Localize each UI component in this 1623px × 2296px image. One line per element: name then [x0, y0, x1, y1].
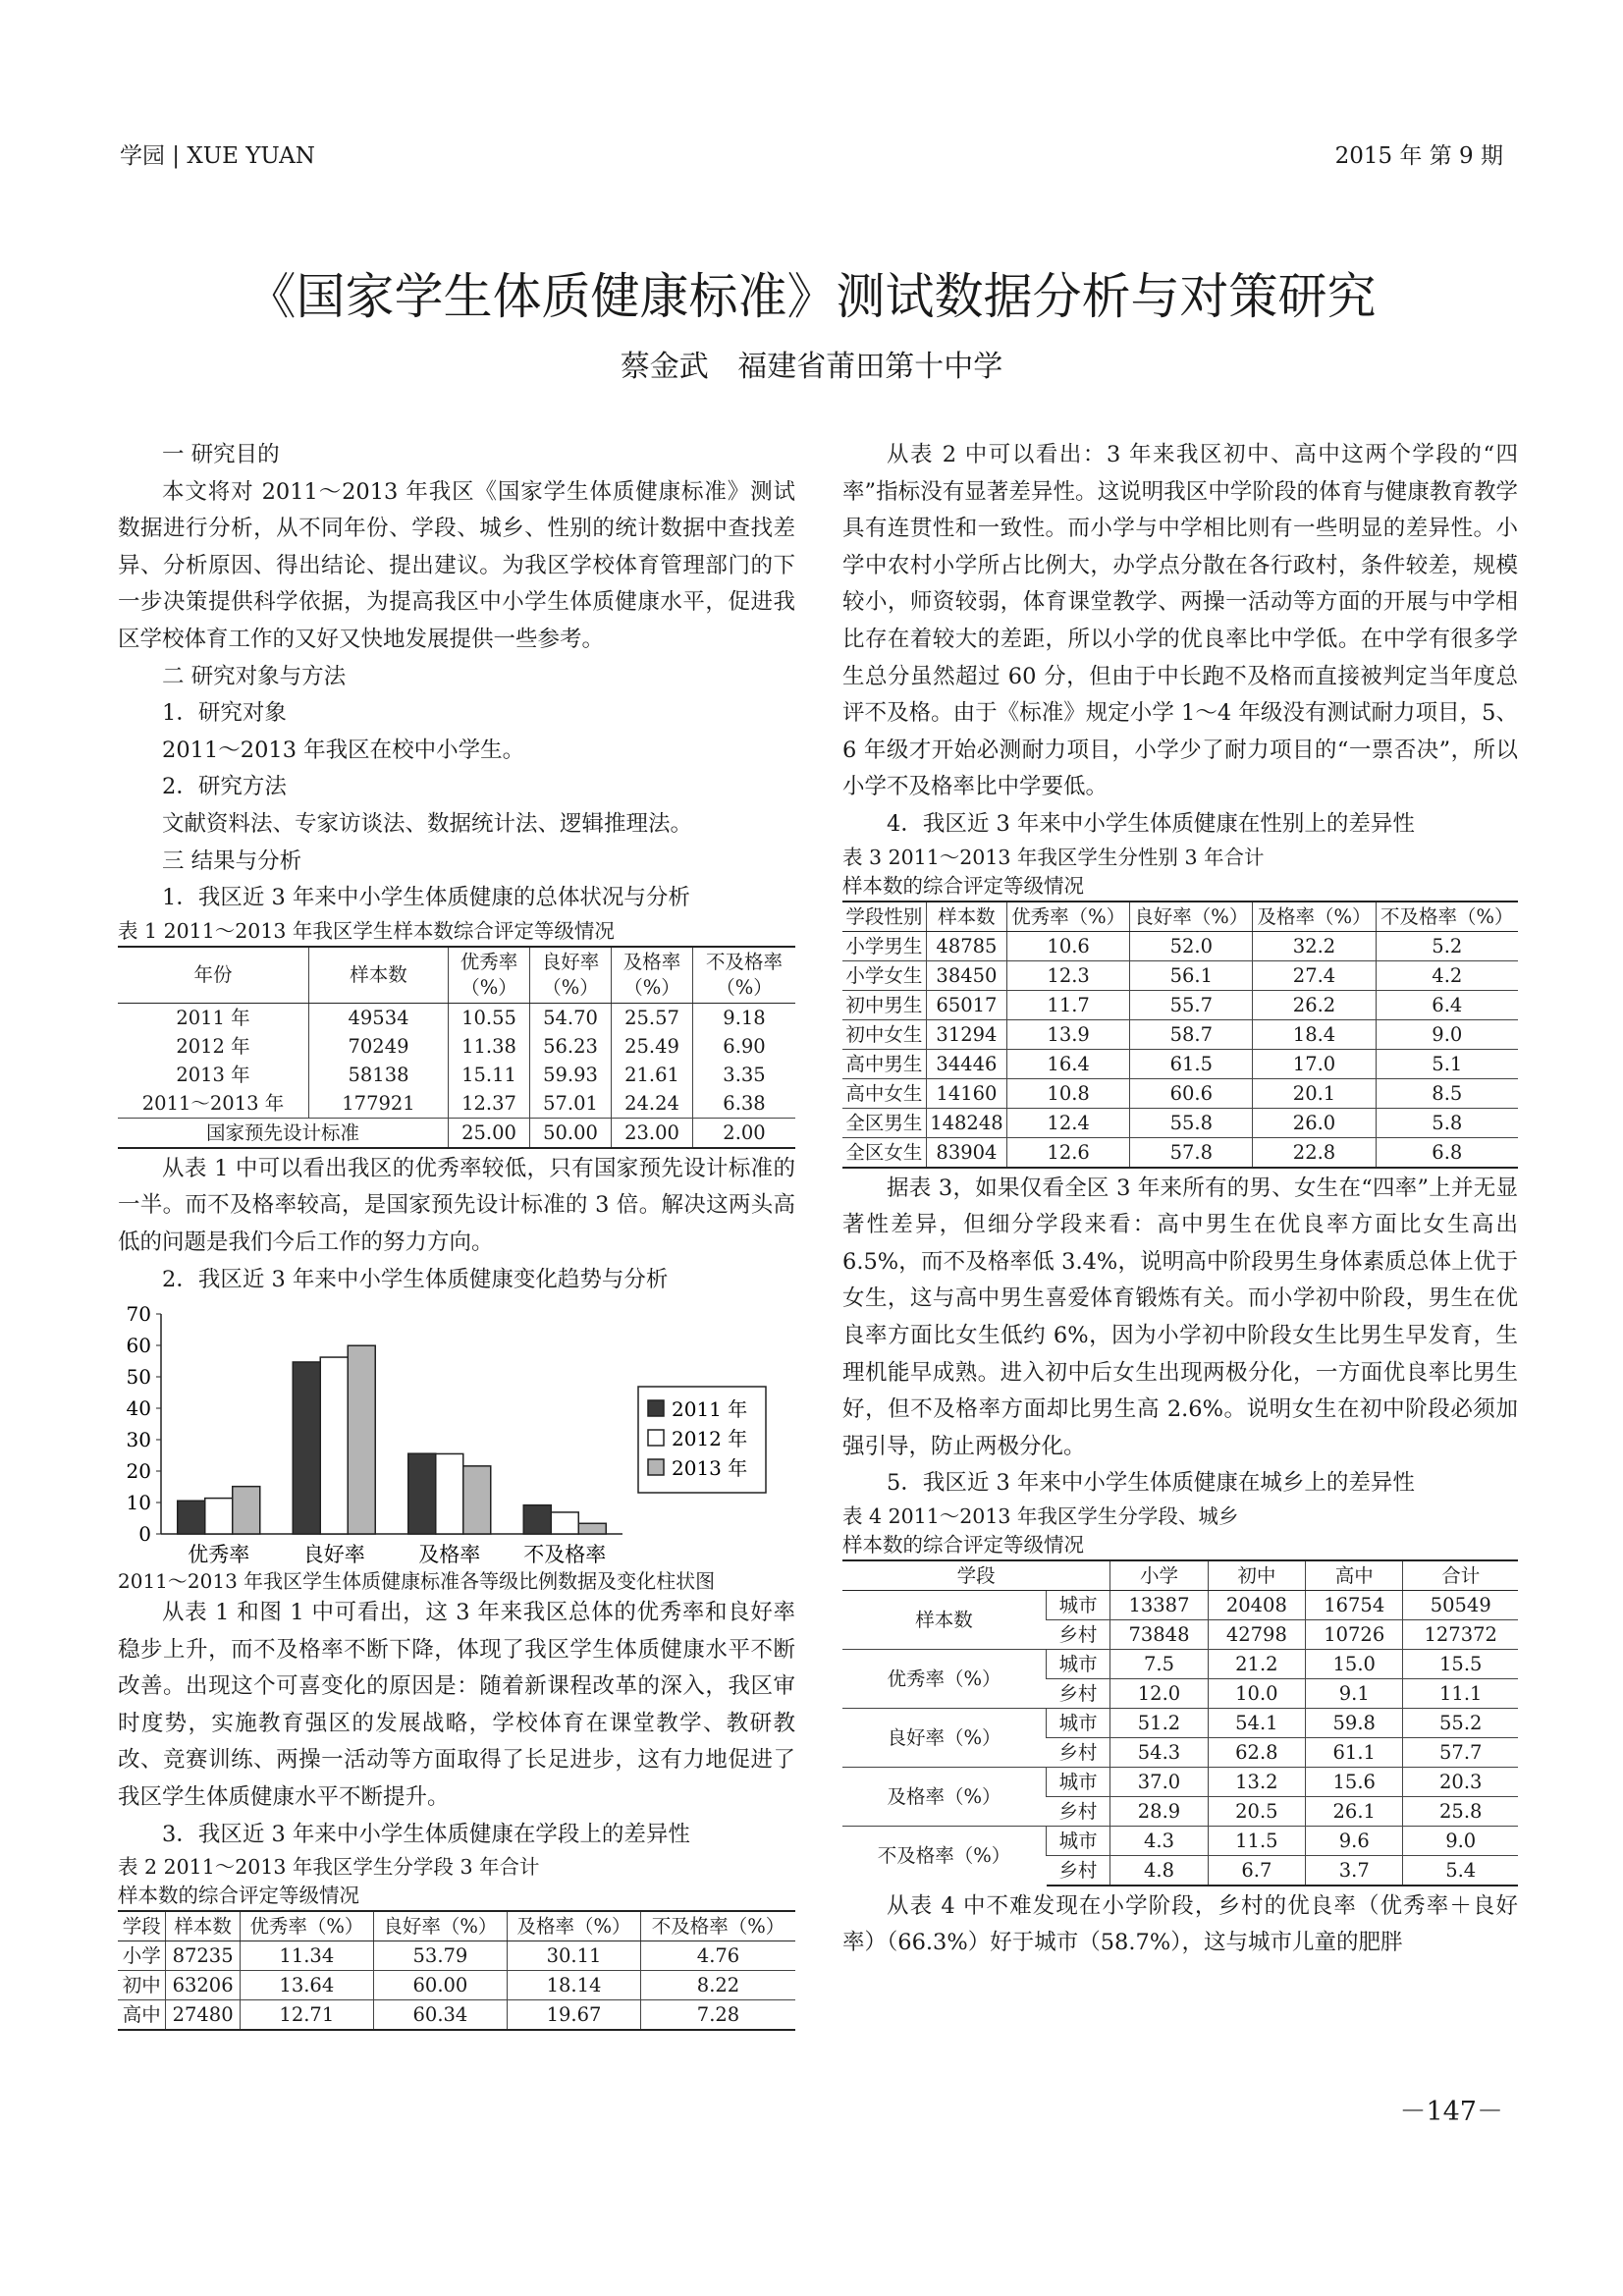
left-column [118, 437, 795, 2033]
subsection-heading: 1．我区近 3 年来中小学生体质健康的总体状况与分析 [162, 885, 690, 911]
table-cell: 25.49 [612, 1032, 693, 1061]
table-cell: 12.0 [1110, 1678, 1208, 1708]
table-cell: 127372 [1403, 1619, 1518, 1649]
paragraph: 2011～2013 年我区在校中小学生。 [162, 737, 525, 763]
table-cell: 57.7 [1403, 1737, 1518, 1767]
table-cell: 22.8 [1253, 1137, 1376, 1168]
table-cell: 54.3 [1110, 1737, 1208, 1767]
table-cell: 31294 [926, 1019, 1006, 1049]
table-cell: 26.0 [1253, 1108, 1376, 1137]
table-cell: 城市 [1047, 1826, 1110, 1855]
legend-label: 2011 年 [672, 1397, 748, 1422]
table-cell: 2012 年 [176, 1034, 250, 1058]
table-cell: 14160 [926, 1078, 1006, 1108]
table-cell: 57.8 [1130, 1137, 1253, 1168]
table-cell: 56.23 [530, 1032, 612, 1061]
page-number: －147－ [1399, 2097, 1503, 2127]
table-caption: 表 2 2011～2013 年我区学生分学段 3 年合计 [118, 1855, 540, 1880]
table-row [842, 1019, 1518, 1049]
bar-0-2 [233, 1487, 260, 1534]
table-cell: 小学 [118, 1941, 166, 1971]
table-header: 不及格率（%） [1376, 902, 1518, 932]
x-tick-label: 不及格率 [523, 1543, 607, 1567]
journal-name: 学园 | XUE YUAN [120, 143, 315, 169]
table-cell: 25.57 [612, 1003, 693, 1032]
table-cell: 23.00 [612, 1118, 693, 1148]
y-tick-label: 70 [126, 1302, 151, 1327]
bar-1-2 [348, 1345, 375, 1534]
y-tick-label: 10 [126, 1491, 151, 1515]
table-cell: 城市 [1047, 1767, 1110, 1796]
table-cell: 10.6 [1007, 931, 1130, 960]
bar-2-0 [408, 1453, 436, 1534]
bar-0-1 [205, 1499, 233, 1534]
table-cell: 15.5 [1403, 1649, 1518, 1678]
x-tick-label: 及格率 [418, 1543, 481, 1567]
table-cell: 5.1 [1376, 1049, 1518, 1078]
table-cell: 乡村 [1047, 1796, 1110, 1826]
table-cell: 高中男生 [842, 1049, 926, 1078]
table-cell: 25.00 [449, 1118, 530, 1148]
table-header: 优秀率（%） [449, 947, 530, 1004]
table-header: 合计 [1403, 1560, 1518, 1591]
table-row [118, 1941, 795, 1971]
table-row [842, 1590, 1518, 1619]
table-cell: 32.2 [1253, 931, 1376, 960]
table-cell: 83904 [926, 1137, 1006, 1168]
paragraph: 本文将对 2011～2013 年我区《国家学生体质健康标准》测试数据进行分析，从不同年份、学段、城乡、性别的统计数据中查找差异、分析原因、得出结论、提出建议。为我区学校体育管理部门的下一步决策提供科学依据，为提高我区中小学生体质健康水平，促进我区学校体育工作的又好又快地发展提供一些参考。 [118, 478, 795, 652]
table-cell: 9.0 [1403, 1826, 1518, 1855]
table-cell: 乡村 [1047, 1855, 1110, 1886]
table-cell: 5.2 [1376, 931, 1518, 960]
table-row [842, 1767, 1518, 1796]
table-cell: 国家预先设计标准 [118, 1118, 449, 1148]
table-caption: 表 3 2011～2013 年我区学生分性别 3 年合计 [842, 845, 1265, 869]
table-header: 初中 [1208, 1560, 1305, 1591]
table-cell: 全区男生 [842, 1108, 926, 1137]
table-cell: 7.5 [1110, 1649, 1208, 1678]
table-cell: 42798 [1208, 1619, 1305, 1649]
legend-swatch [648, 1400, 664, 1416]
table-cell: 9.0 [1376, 1019, 1518, 1049]
table-row [842, 1108, 1518, 1137]
row-group-label: 优秀率（%） [842, 1649, 1047, 1708]
table-header: 优秀率（%） [240, 1911, 373, 1941]
table-cell: 60.00 [373, 1971, 507, 2000]
table-header: 不及格率（%） [693, 947, 796, 1004]
bar-chart [118, 1300, 795, 1567]
table-2 [118, 1910, 795, 2031]
table-cell: 高中 [118, 2000, 166, 2031]
bar-0-0 [178, 1501, 205, 1534]
table-cell: 50.00 [530, 1118, 612, 1148]
table-cell: 4.76 [641, 1941, 795, 1971]
table-cell: 26.1 [1306, 1796, 1403, 1826]
table-cell: 50549 [1403, 1590, 1518, 1619]
section-heading: 三 结果与分析 [162, 847, 302, 874]
table-cell: 3.35 [693, 1061, 796, 1089]
table-cell: 9.6 [1306, 1826, 1403, 1855]
figure-caption: 2011～2013 年我区学生体质健康标准各等级比例数据及变化柱状图 [118, 1569, 716, 1594]
table-cell: 10.8 [1007, 1078, 1130, 1108]
table-cell: 11.7 [1007, 990, 1130, 1019]
table-row [118, 2000, 795, 2031]
table-row [842, 1078, 1518, 1108]
table-cell: 25.8 [1403, 1796, 1518, 1826]
table-row [842, 960, 1518, 990]
x-tick-label: 优秀率 [188, 1543, 250, 1567]
table-cell: 60.34 [373, 2000, 507, 2031]
table-cell: 2011～2013 年 [141, 1091, 285, 1115]
table-header: 样本数 [166, 1911, 240, 1941]
table-header: 不及格率（%） [641, 1911, 795, 1941]
table-row [842, 1649, 1518, 1678]
table-cell: 63206 [166, 1971, 240, 2000]
table-cell: 乡村 [1047, 1678, 1110, 1708]
table-row [842, 1826, 1518, 1855]
table-cell: 20408 [1208, 1590, 1305, 1619]
y-tick-label: 0 [138, 1522, 151, 1547]
table-header: 优秀率（%） [1007, 902, 1130, 932]
table-caption: 样本数的综合评定等级情况 [118, 1884, 359, 1908]
table-cell: 12.37 [449, 1089, 530, 1119]
table-cell: 10.0 [1208, 1678, 1305, 1708]
table-3 [842, 901, 1518, 1169]
table-cell: 19.67 [507, 2000, 640, 2031]
table-4 [842, 1559, 1518, 1886]
table-cell: 12.6 [1007, 1137, 1130, 1168]
table-header: 良好率（%） [373, 1911, 507, 1941]
table-cell: 60.6 [1130, 1078, 1253, 1108]
author-byline: 蔡金武 福建省莆田第十中学 [620, 350, 1003, 384]
table-cell: 54.1 [1208, 1708, 1305, 1737]
table-cell: 37.0 [1110, 1767, 1208, 1796]
table-cell: 9.18 [693, 1003, 796, 1032]
table-cell: 11.5 [1208, 1826, 1305, 1855]
subsection-heading: 2．研究方法 [162, 774, 287, 800]
table-cell: 17.0 [1253, 1049, 1376, 1078]
table-cell: 18.4 [1253, 1019, 1376, 1049]
table-row [118, 1118, 795, 1148]
table-cell: 148248 [926, 1108, 1006, 1137]
table-cell: 48785 [926, 931, 1006, 960]
row-group-label: 良好率（%） [842, 1708, 1047, 1767]
table-row [118, 1032, 795, 1061]
y-tick-label: 40 [126, 1396, 151, 1421]
table-cell: 26.2 [1253, 990, 1376, 1019]
y-tick-label: 30 [126, 1428, 151, 1452]
bar-chart-svg [118, 1300, 795, 1567]
table-cell: 73848 [1110, 1619, 1208, 1649]
table-cell: 5.8 [1376, 1108, 1518, 1137]
table-cell: 20.3 [1403, 1767, 1518, 1796]
table-cell: 12.71 [240, 2000, 373, 2031]
paragraph: 从表 4 中不难发现在小学阶段，乡村的优良率（优秀率＋良好率）（66.3%）好于城市（58.7%），这与城市儿童的肥胖 [842, 1892, 1518, 1956]
table-cell: 27.4 [1253, 960, 1376, 990]
table-cell: 16754 [1306, 1590, 1403, 1619]
right-column [842, 437, 1518, 1962]
table-cell: 58.7 [1130, 1019, 1253, 1049]
table-cell: 10726 [1306, 1619, 1403, 1649]
issue-label: 2015 年 第 9 期 [1334, 143, 1503, 169]
table-cell: 18.14 [507, 1971, 640, 2000]
table-cell: 9.1 [1306, 1678, 1403, 1708]
table-cell: 2.00 [693, 1118, 796, 1148]
table-cell: 乡村 [1047, 1619, 1110, 1649]
table-cell: 3.7 [1306, 1855, 1403, 1886]
paragraph: 从表 1 和图 1 中可看出，这 3 年来我区总体的优秀率和良好率稳步上升，而不及格率不断下降，体现了我区学生体质健康水平不断改善。出现这个可喜变化的原因是：随着新课程改革的深入，我区审时度势，实施教育强区的发展战略，学校体育在课堂教学、教研教改、竞赛训练、两操一活动等方面取得了长足进步，这有力地促进了我区学生体质健康水平不断提升。 [118, 1600, 795, 1811]
table-cell: 11.38 [449, 1032, 530, 1061]
table-cell: 59.93 [530, 1061, 612, 1089]
table-cell: 乡村 [1047, 1737, 1110, 1767]
y-tick-label: 60 [126, 1334, 151, 1358]
table-cell: 5.4 [1403, 1855, 1518, 1886]
bar-2-2 [463, 1466, 491, 1534]
table-header: 及格率（%） [507, 1911, 640, 1941]
table-cell: 6.7 [1208, 1855, 1305, 1886]
table-cell: 4.2 [1376, 960, 1518, 990]
table-cell: 20.1 [1253, 1078, 1376, 1108]
table-header: 及格率（%） [1253, 902, 1376, 932]
paragraph: 据表 3，如果仅看全区 3 年来所有的男、女生在“四率”上并无显著性差异，但细分学段来看：高中男生在优良率方面比女生高出 6.5%，而不及格率低 3.4%，说明高中阶段男生身体素质总体上优于女生，这与高中男生喜爱体育锻炼有关。而小学初中阶段，男生在优良率方面比女生低约 6%，因为小学初中阶段女生比男生早发育，生理机能早成熟。进入初中后女生出现两极分化，一方面优良率比男生好，但不及格率方面却比男生高 2.6%。说明女生在初中阶段必须加强引导，防止两极分化。 [842, 1175, 1518, 1459]
table-row [842, 931, 1518, 960]
subsection-heading: 4．我区近 3 年来中小学生体质健康在性别上的差异性 [887, 810, 1415, 837]
table-cell: 52.0 [1130, 931, 1253, 960]
table-cell: 2011 年 [176, 1006, 250, 1029]
table-header: 样本数 [309, 947, 449, 1004]
table-cell: 初中男生 [842, 990, 926, 1019]
subsection-heading: 2．我区近 3 年来中小学生体质健康变化趋势与分析 [162, 1266, 669, 1292]
table-cell: 51.2 [1110, 1708, 1208, 1737]
table-cell: 61.5 [1130, 1049, 1253, 1078]
table-cell: 15.11 [449, 1061, 530, 1089]
table-cell: 58138 [309, 1061, 449, 1089]
table-cell: 49534 [309, 1003, 449, 1032]
table-cell: 53.79 [373, 1941, 507, 1971]
table-1 [118, 946, 795, 1149]
table-row [118, 1089, 795, 1119]
table-cell: 13.64 [240, 1971, 373, 2000]
table-cell: 4.8 [1110, 1855, 1208, 1886]
table-cell: 34446 [926, 1049, 1006, 1078]
table-cell: 13387 [1110, 1590, 1208, 1619]
row-group-label: 不及格率（%） [842, 1826, 1047, 1886]
bar-2-1 [436, 1454, 463, 1535]
table-cell: 38450 [926, 960, 1006, 990]
paragraph: 从表 1 中可以看出我区的优秀率较低，只有国家预先设计标准的一半。而不及格率较高，是国家预先设计标准的 3 倍。解决这两头高低的问题是我们今后工作的努力方向。 [118, 1155, 795, 1255]
table-cell: 28.9 [1110, 1796, 1208, 1826]
row-group-label: 样本数 [842, 1590, 1047, 1649]
table-caption: 样本数的综合评定等级情况 [842, 873, 1084, 898]
table-header: 良好率（%） [1130, 902, 1253, 932]
table-cell: 15.6 [1306, 1767, 1403, 1796]
table-row [118, 1003, 795, 1032]
table-header: 高中 [1306, 1560, 1403, 1591]
table-cell: 177921 [309, 1089, 449, 1119]
table-caption: 表 4 2011～2013 年我区学生分学段、城乡 [842, 1503, 1239, 1528]
table-row [842, 1049, 1518, 1078]
y-tick-label: 20 [126, 1459, 151, 1484]
table-cell: 87235 [166, 1941, 240, 1971]
table-cell: 57.01 [530, 1089, 612, 1119]
table-header: 学段 [842, 1560, 1110, 1591]
table-cell: 21.61 [612, 1061, 693, 1089]
table-header: 小学 [1110, 1560, 1208, 1591]
table-row [118, 1971, 795, 2000]
bar-3-1 [551, 1512, 578, 1534]
table-cell: 6.90 [693, 1032, 796, 1061]
table-cell: 13.9 [1007, 1019, 1130, 1049]
table-cell: 小学女生 [842, 960, 926, 990]
section-heading: 一 研究目的 [162, 442, 280, 467]
table-row [118, 1061, 795, 1089]
paragraph: 文献资料法、专家访谈法、数据统计法、逻辑推理法。 [162, 810, 693, 837]
table-row [842, 990, 1518, 1019]
table-cell: 12.3 [1007, 960, 1130, 990]
table-cell: 4.3 [1110, 1826, 1208, 1855]
table-header: 年份 [118, 947, 309, 1004]
table-cell: 初中女生 [842, 1019, 926, 1049]
paragraph: 从表 2 中可以看出：3 年来我区初中、高中这两个学段的“四率”指标没有显著差异性。这说明我区中学阶段的体育与健康教育教学具有连贯性和一致性。而小学与中学相比则有一些明显的差异性。小学中农村小学所占比例大，办学点分散在各行政村，条件较差，规模较小，师资较弱，体育课堂教学、两操一活动等方面的开展与中学相比存在着较大的差距，所以小学的优良率比中学低。在中学有很多学生总分虽然超过 60 分，但由于中长跑不及格而直接被判定当年度总评不及格。由于《标准》规定小学 1～4 年级没有测试耐力项目，5、6 年级才开始必测耐力项目，小学少了耐力项目的“一票否决”，所以小学不及格率比中学要低。 [842, 442, 1518, 800]
table-header: 学段 [118, 1911, 166, 1941]
bar-3-0 [523, 1505, 551, 1534]
y-tick-label: 50 [126, 1365, 151, 1390]
table-cell: 6.8 [1376, 1137, 1518, 1168]
table-cell: 2013 年 [176, 1063, 250, 1086]
table-cell: 59.8 [1306, 1708, 1403, 1737]
table-cell: 高中女生 [842, 1078, 926, 1108]
table-cell: 小学男生 [842, 931, 926, 960]
x-tick-label: 良好率 [302, 1543, 365, 1567]
table-cell: 55.2 [1403, 1708, 1518, 1737]
table-cell: 6.4 [1376, 990, 1518, 1019]
table-cell: 11.34 [240, 1941, 373, 1971]
table-cell: 20.5 [1208, 1796, 1305, 1826]
table-cell: 15.0 [1306, 1649, 1403, 1678]
table-cell: 61.1 [1306, 1737, 1403, 1767]
table-cell: 70249 [309, 1032, 449, 1061]
table-header: 良好率（%） [530, 947, 612, 1004]
bar-3-2 [578, 1523, 606, 1534]
table-cell: 30.11 [507, 1941, 640, 1971]
table-cell: 16.4 [1007, 1049, 1130, 1078]
table-cell: 8.22 [641, 1971, 795, 2000]
table-cell: 13.2 [1208, 1767, 1305, 1796]
table-cell: 全区女生 [842, 1137, 926, 1168]
table-row [842, 1137, 1518, 1168]
table-cell: 城市 [1047, 1708, 1110, 1737]
table-cell: 55.7 [1130, 990, 1253, 1019]
legend-swatch [648, 1430, 664, 1446]
legend-label: 2013 年 [672, 1456, 748, 1481]
table-cell: 27480 [166, 2000, 240, 2031]
table-cell: 11.1 [1403, 1678, 1518, 1708]
table-cell: 55.8 [1130, 1108, 1253, 1137]
table-row [842, 1708, 1518, 1737]
bar-1-1 [320, 1357, 348, 1534]
subsection-heading: 1．研究对象 [162, 700, 287, 727]
table-cell: 56.1 [1130, 960, 1253, 990]
table-cell: 8.5 [1376, 1078, 1518, 1108]
table-cell: 21.2 [1208, 1649, 1305, 1678]
table-header: 样本数 [926, 902, 1006, 932]
table-cell: 6.38 [693, 1089, 796, 1119]
section-heading: 二 研究对象与方法 [162, 663, 347, 689]
row-group-label: 及格率（%） [842, 1767, 1047, 1826]
table-cell: 24.24 [612, 1089, 693, 1119]
table-caption: 表 1 2011～2013 年我区学生样本数综合评定等级情况 [118, 918, 615, 943]
table-cell: 12.4 [1007, 1108, 1130, 1137]
table-cell: 城市 [1047, 1649, 1110, 1678]
table-cell: 7.28 [641, 2000, 795, 2031]
article-title: 《国家学生体质健康标准》测试数据分析与对策研究 [246, 268, 1377, 325]
subsection-heading: 3．我区近 3 年来中小学生体质健康在学段上的差异性 [162, 1821, 690, 1847]
legend-swatch [648, 1459, 664, 1475]
table-cell: 城市 [1047, 1590, 1110, 1619]
table-cell: 62.8 [1208, 1737, 1305, 1767]
table-header: 学段性别 [842, 902, 926, 932]
table-header: 及格率（%） [612, 947, 693, 1004]
subsection-heading: 5．我区近 3 年来中小学生体质健康在城乡上的差异性 [887, 1470, 1415, 1497]
bar-1-0 [293, 1362, 320, 1534]
table-cell: 54.70 [530, 1003, 612, 1032]
table-caption: 样本数的综合评定等级情况 [842, 1532, 1084, 1557]
table-cell: 65017 [926, 990, 1006, 1019]
table-cell: 10.55 [449, 1003, 530, 1032]
table-cell: 初中 [118, 1971, 166, 2000]
legend-label: 2012 年 [672, 1427, 748, 1451]
